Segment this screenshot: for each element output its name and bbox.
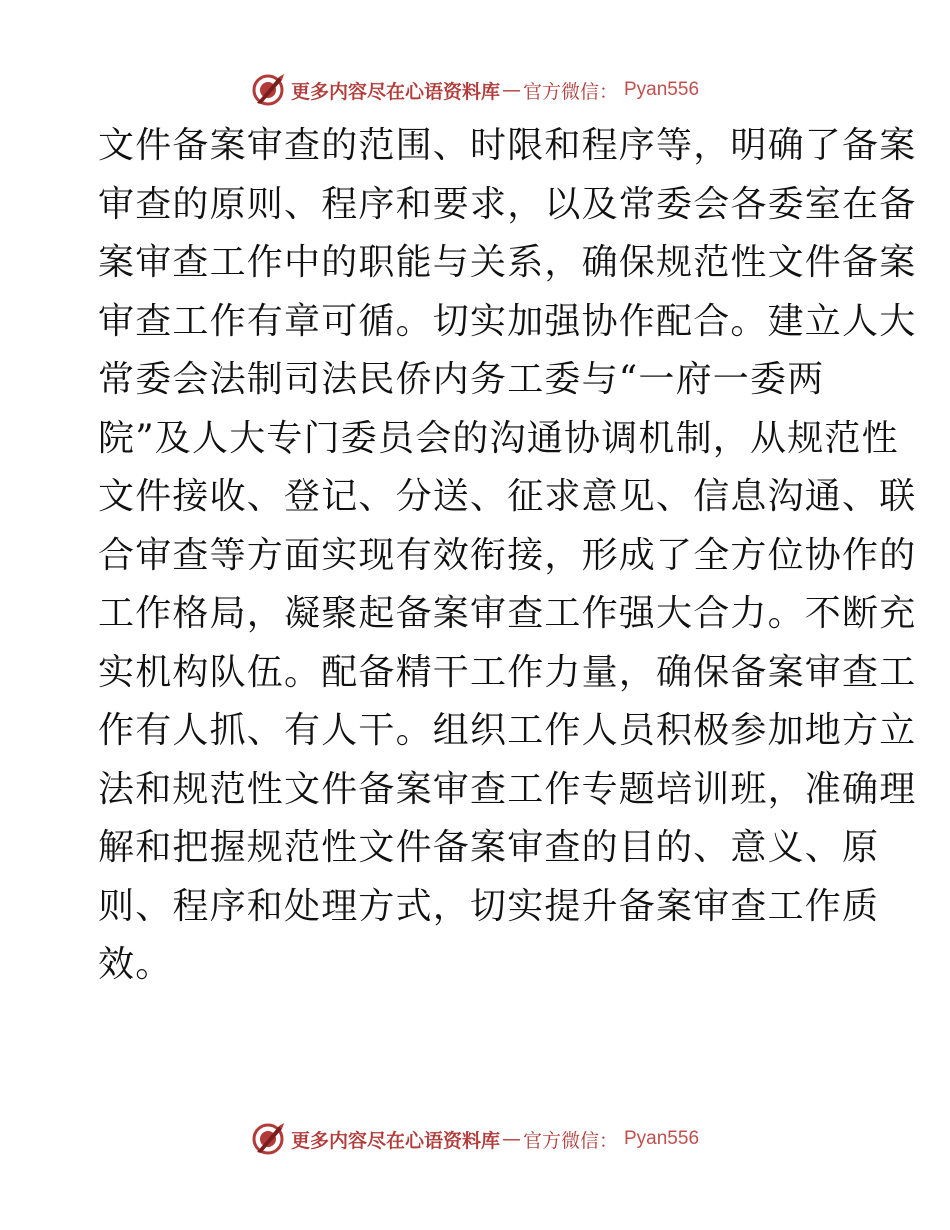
body-line: 合审查等方面实现有效衔接，形成了全方位协作的 — [98, 534, 917, 576]
header-wechat-id: Pyan556 — [624, 79, 700, 100]
body-line: 审查的原则、程序和要求，以及常委会各委室在备 — [98, 183, 917, 225]
body-line: 法和规范性文件备案审查工作专题培训班，准确理 — [98, 768, 917, 810]
footer-separator: — — [501, 1128, 521, 1150]
body-line: 解和把握规范性文件备案审查的目的、意义、原 — [98, 827, 880, 868]
quill-seal-logo-icon — [251, 1122, 285, 1156]
header-wechat-label: 官方微信： — [522, 80, 618, 103]
header-separator: — — [501, 79, 521, 101]
body-line: 作有人抓、有人干。组织工作人员积极参加地方立 — [98, 710, 917, 751]
header-brand-text: 更多内容尽在心语资料库 — [290, 80, 500, 103]
footer-banner — [0, 1119, 950, 1159]
body-line: 院”及人大专门委员会的沟通协调机制，从规范性 — [98, 417, 899, 459]
header-banner — [0, 70, 950, 110]
body-line: 常委会法制司法民侨内务工委与“一府一委两 — [98, 359, 825, 400]
document-body — [98, 117, 917, 995]
body-line: 效。 — [98, 944, 173, 985]
quill-seal-logo-icon — [251, 73, 285, 107]
footer-brand-text: 更多内容尽在心语资料库 — [290, 1129, 500, 1152]
body-line: 则、程序和处理方式，切实提升备案审查工作质 — [98, 885, 880, 927]
body-line: 审查工作有章可循。切实加强协作配合。建立人大 — [98, 300, 917, 342]
body-line: 文件接收、登记、分送、征求意见、信息沟通、联 — [98, 476, 917, 517]
body-line: 工作格局，凝聚起备案审查工作强大合力。不断充 — [98, 593, 917, 634]
body-line: 实机构队伍。配备精干工作力量，确保备案审查工 — [98, 651, 917, 693]
body-line: 案审查工作中的职能与关系，确保规范性文件备案 — [98, 242, 917, 283]
body-line: 文件备案审查的范围、时限和程序等，明确了备案 — [98, 125, 917, 166]
footer-wechat-id: Pyan556 — [624, 1128, 700, 1149]
footer-wechat-label: 官方微信： — [522, 1129, 618, 1152]
